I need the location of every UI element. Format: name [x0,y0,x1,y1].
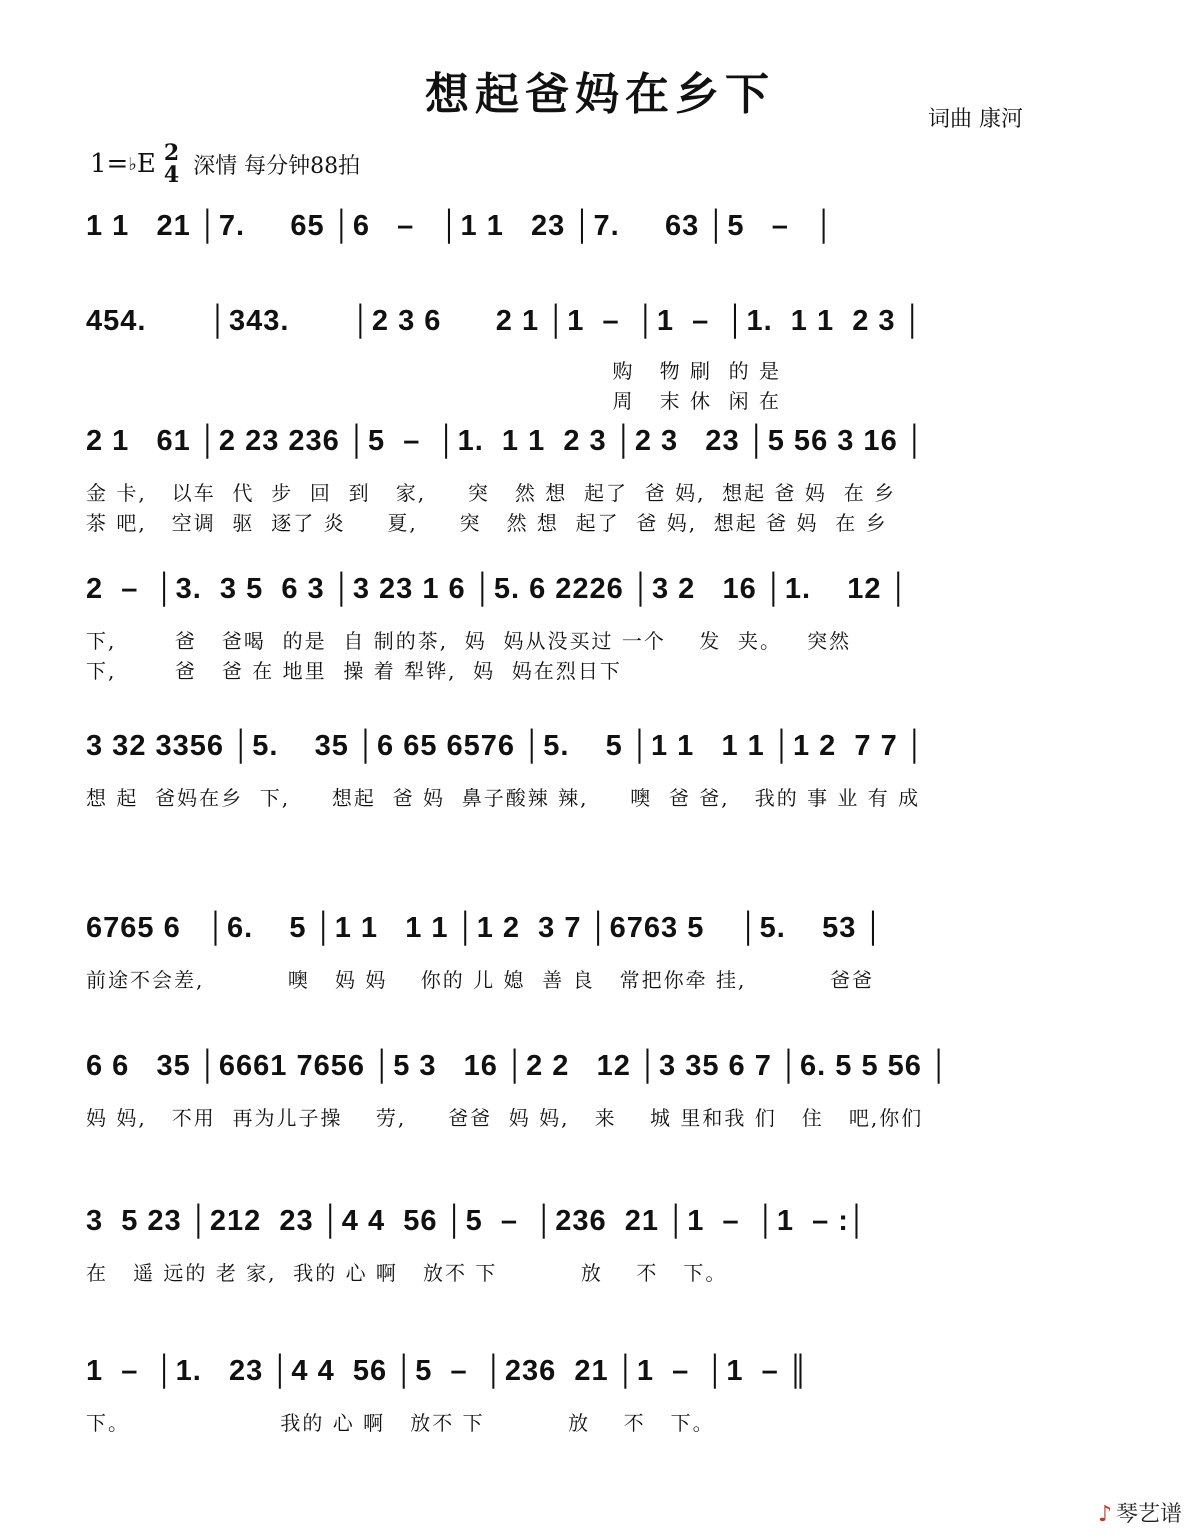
time-bottom: 4 [163,162,180,188]
notation-line: 6 6 35 │6661 7656 │5 3 16 │2 2 12 │3 35 6 7 │6. 5 5 56 │ [86,1050,951,1082]
watermark-logo: ♪ 琴艺谱 [1097,1502,1182,1527]
key-note: E [136,149,156,179]
song-title: 想起爸妈在乡下 [425,69,775,120]
time-top: 2 [163,140,180,166]
notation-line: 1 – │1. 23 │4 4 56 │5 – │236 21 │1 – │1 – ║ [86,1355,810,1387]
lyric-line: 茶 吧, 空调 驱 逐了 炎 夏, 突 然 想 起了 爸 妈, 想起 爸 妈 在 乡 [86,511,888,535]
lyric-line: 下。 我的 心 啊 放不 下 放 不 下。 [86,1411,715,1435]
notation-line: 1 1 21 │7. 65 │6 – │1 1 23 │7. 63 │5 – │ [86,210,836,242]
notation-line: 2 – │3. 3 5 6 3 │3 23 1 6 │5. 6 2226 │3 2 16 │1. 12 │ [86,573,910,605]
lyric-line: 下, 爸 爸 在 地里 操 着 犁铧, 妈 妈在烈日下 [86,659,622,683]
author-credit: 词曲 康河 [928,107,1023,132]
key-signature [90,142,360,186]
lyric-line: 金 卡, 以车 代 步 回 到 家, 突 然 想 起了 爸 妈, 想起 爸 妈 在 乡 [86,481,896,505]
lyric-line: 想 起 爸妈在乡 下, 想起 爸 妈 鼻子酸辣 辣, 噢 爸 爸, 我的 事 业 有 成 [86,786,921,810]
lyric-line: 周 末 休 闲 在 [86,389,782,413]
tempo-marking: 深情 每分钟88拍 [193,153,361,179]
key-flat: ♭ [128,153,137,175]
lyric-line: 下, 爸 爸喝 的是 自 制的茶, 妈 妈从没买过 一个 发 夹。 突然 [86,629,852,653]
notation-line: 3 32 3356 │5. 35 │6 65 6576 │5. 5 │1 1 1 1 │1 2 7 7 │ [86,730,926,762]
notation-line: 6765 6 │6. 5 │1 1 1 1 │1 2 3 7 │6763 5 │5. 53 │ [86,912,885,944]
logo-icon: ♪ [1097,1502,1112,1527]
time-signature [164,142,179,186]
lyric-line: 购 物 刷 的 是 [86,359,782,383]
notation-line: 3 5 23 │212 23 │4 4 56 │5 – │236 21 │1 – │1 – :│ [86,1205,869,1237]
lyric-line: 在 遥 远的 老 家, 我的 心 啊 放不 下 放 不 下。 [86,1261,728,1285]
lyric-line: 妈 妈, 不用 再为儿子操 劳, 爸爸 妈 妈, 来 城 里和我 们 住 吧,你们 [86,1106,924,1130]
notation-line: 454. │343. │2 3 6 2 1 │1 – │1 – │1. 1 1 2 3 │ [86,305,924,337]
notation-line: 2 1 61 │2 23 236 │5 – │1. 1 1 2 3 │2 3 23 │5 56 3 16 │ [86,425,926,457]
lyric-line: 前途不会差, 噢 妈 妈 你的 儿 媳 善 良 常把你牵 挂, 爸爸 [86,968,874,992]
key-prefix: 1= [90,149,129,179]
